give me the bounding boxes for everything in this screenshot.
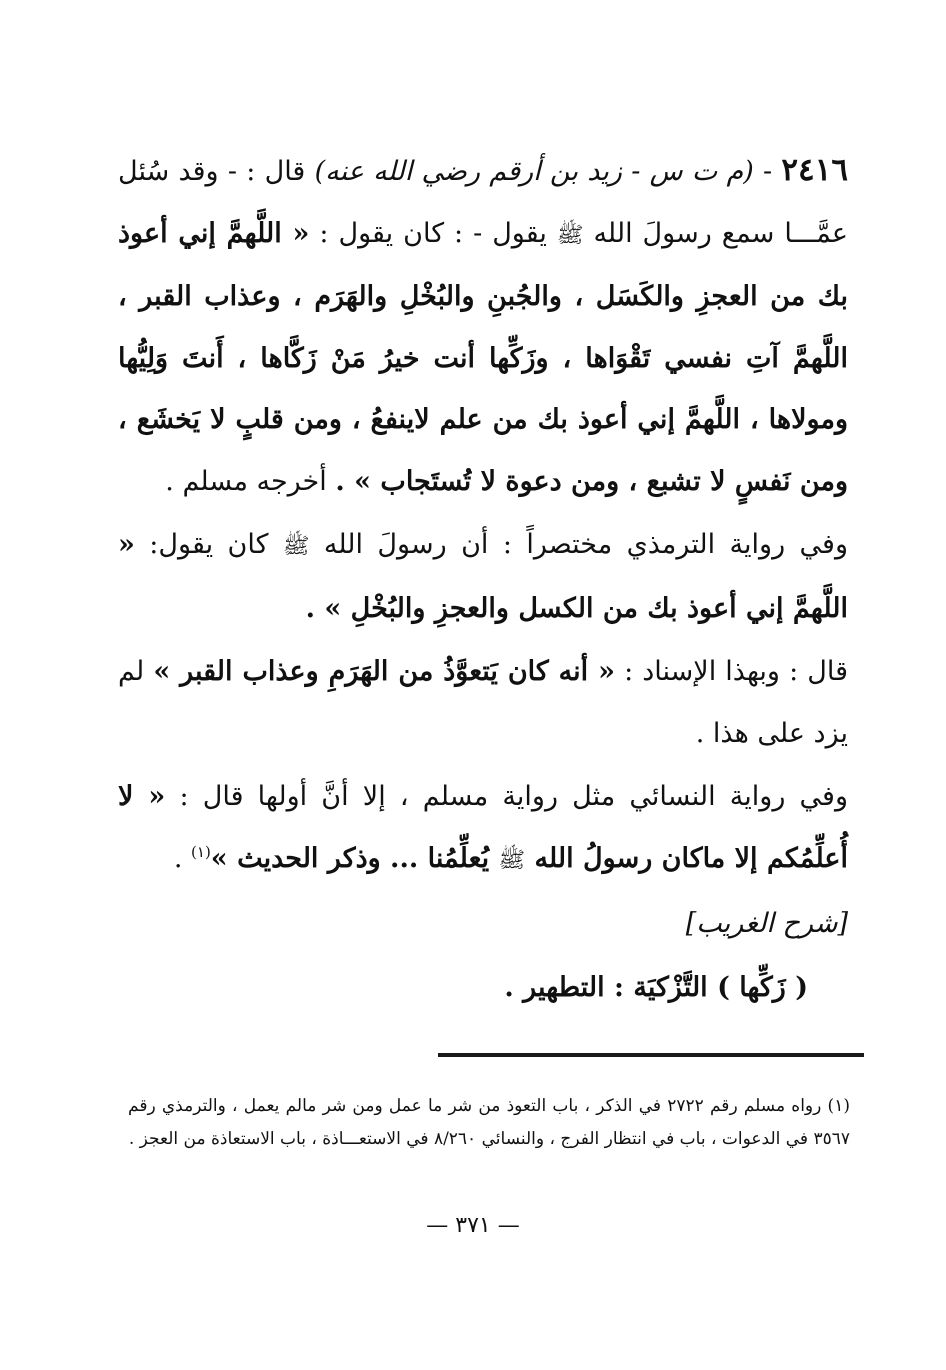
hadith-outro: أخرجه مسلم .: [165, 465, 336, 497]
tirmidhi-quote: « اللَّهمَّ إني أعوذ بك من الكسل والعجزِ والبُخْلِ » .: [118, 529, 848, 624]
isnad-intro: قال : وبهذا الإسناد :: [614, 656, 849, 687]
hadith-intro: قال : - وقد سُئل عمَّـــا سمع رسولَ الله: [118, 156, 849, 249]
hadith-intro-continued: يقول - : كان يقول :: [309, 217, 557, 249]
footnote-1: (١) رواه مسلم رقم ٢٧٢٢ في الذكر ، باب التعوذ من شر ما عمل ومن شر مالم يعمل ، والترمذي رقم ٣٥٦٧ في الدعوات ، باب في انتظار الفرج ، والنسائي ٨/٢٦٠ في الاستعـــاذة ، باب الاستعاذة من العجز .: [128, 1096, 850, 1149]
footnote-marker: (١): [191, 842, 211, 861]
nasai-quote-start: « لا أُعلِّمُكم إلا ماكان رسولُ الله: [118, 781, 848, 874]
main-text: [118, 140, 848, 1018]
isnad-paragraph: [118, 641, 848, 764]
isnad-quote: « أنه كان يَتعوَّذُ من الهَرَمِ وعذاب القبر »: [153, 656, 615, 687]
footnotes: [128, 1090, 850, 1156]
salutation-glyph: ﷺ: [282, 534, 310, 559]
nasai-quote-end: يُعلِّمُنا ... وذكر الحديث »: [210, 842, 499, 874]
isnad-outro: لم يزد على هذا .: [118, 656, 848, 749]
hadith-paragraph: ٢٤١٦ - (م ت س - زيد بن أرقم رضي الله عنه) قال : - وقد سُئل عمَّـــا سمع رسولَ الله ﷺ يقول - : كان يقول : « اللَّهمَّ إني أعوذ بك من العجزِ والكَسَل ، والجُبنِ والبُخْلِ والهَرَم ، وعذاب القبر ، اللَّهمَّ آتِ نفسي تَقْوَاها ، وزَكِّها أنت خيرُ مَنْ زَكَّاها ، أَنتَ وَلِيُّها ومولاها ، اللَّهمَّ إني أعوذ بك من علم لاينفعُ ، ومن قلبٍ لا يَخشَع ، ومن نَفسٍ لا تشبع ، ومن دعوة لا تُستَجاب » . أخرجه مسلم .: [118, 152, 849, 497]
nasai-end: .: [173, 842, 192, 874]
tirmidhi-paragraph: [118, 514, 848, 639]
salutation-glyph: ﷺ: [498, 847, 526, 873]
tirmidhi-after: كان يقول:: [134, 529, 283, 560]
nasai-paragraph: [118, 766, 848, 891]
hadith-sources: (م ت س - زيد بن أرقم رضي الله عنه): [314, 156, 754, 187]
nasai-intro: وفي رواية النسائي مثل رواية مسلم ، إلا أنَّ أولها قال :: [165, 781, 848, 812]
tirmidhi-intro: وفي رواية الترمذي مختصراً : أن رسولَ الله: [309, 529, 848, 560]
hadith-number: ٢٤١٦: [781, 152, 848, 188]
gloss-entry: ( زَكِّها ) التَّزْكيَة : التطهير .: [504, 971, 808, 1003]
page-number: — ٣٧١ —: [426, 1213, 520, 1238]
hadith-dua: « اللَّهمَّ إني أعوذ بك من العجزِ والكَسَل ، والجُبنِ والبُخْلِ والهَرَم ، وعذاب القبر ، اللَّهمَّ آتِ نفسي تَقْوَاها ، وزَكِّها أنت خيرُ مَنْ زَكَّاها ، أَنتَ وَلِيُّها ومولاها ، اللَّهمَّ إني أعوذ بك من علم لاينفعُ ، ومن قلبٍ لا يَخشَع ، ومن نَفسٍ لا تشبع ، ومن دعوة لا تُستَجاب » .: [118, 217, 848, 497]
salutation-glyph: ﷺ: [556, 222, 584, 248]
footnote-divider: [438, 1053, 864, 1057]
gloss-heading: [شرح الغريب]: [685, 908, 848, 939]
